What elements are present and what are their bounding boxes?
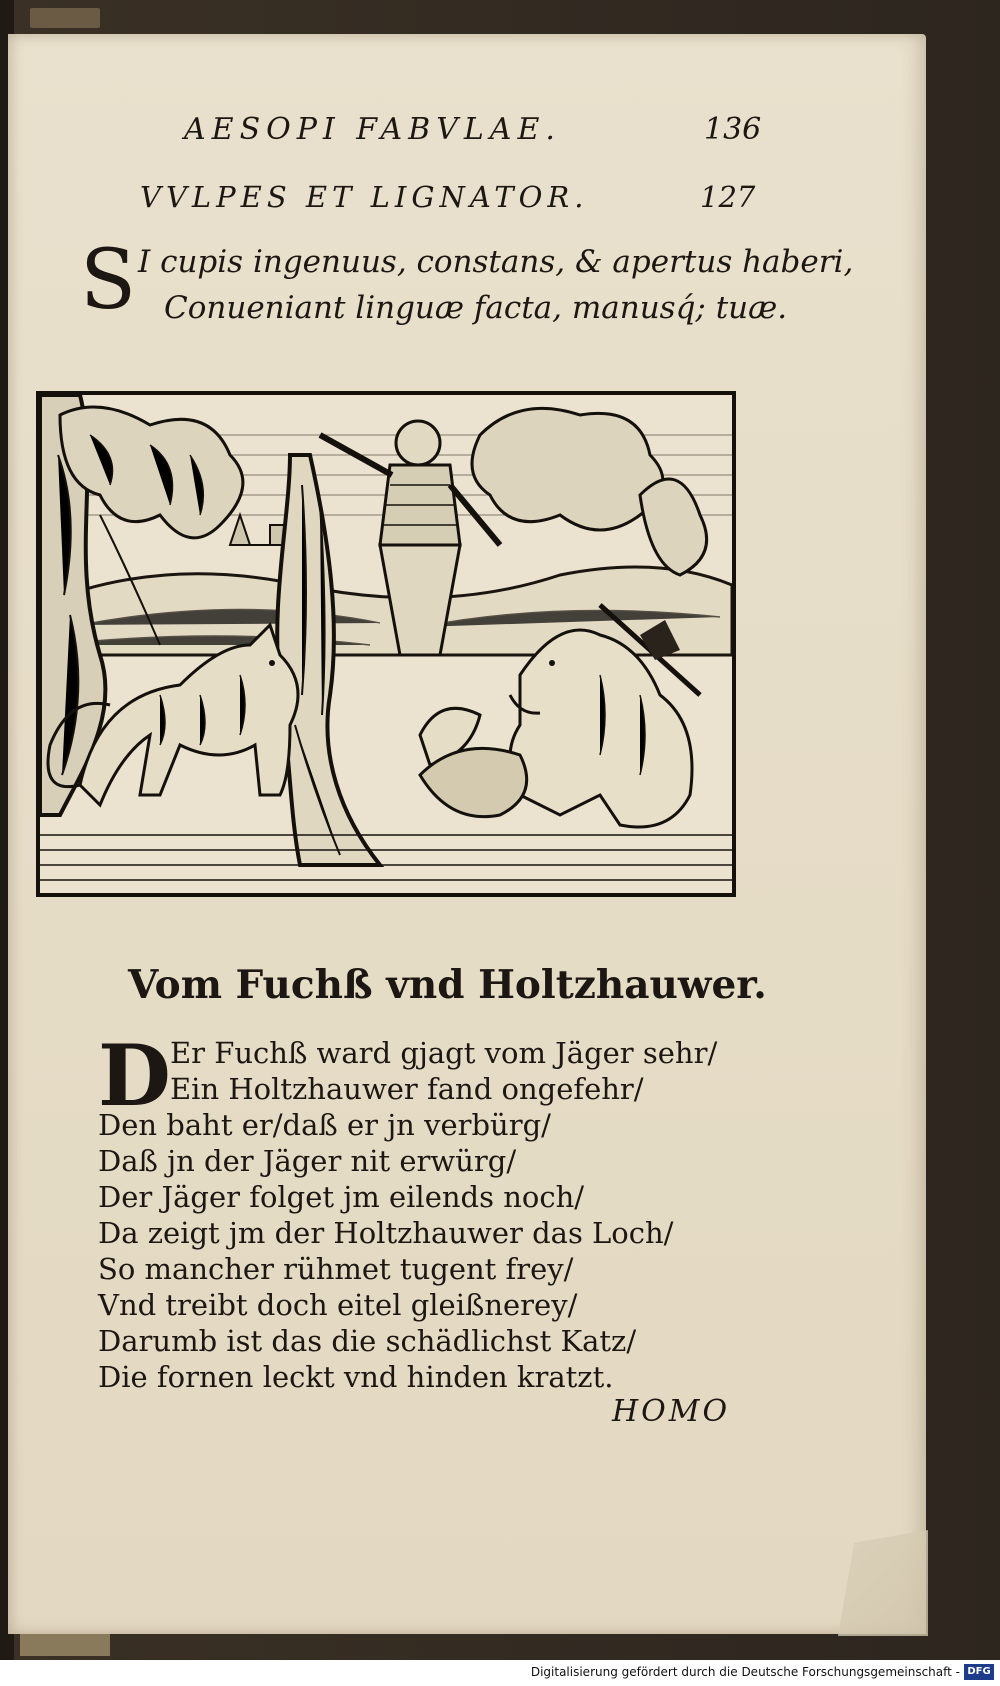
folio-number: 136	[704, 112, 762, 147]
latin-line-1: I cupis ingenuus, constans, & apertus haberi,	[138, 244, 854, 280]
latin-initial: S	[80, 233, 137, 328]
fable-title-text: VVLPES ET LIGNATOR.	[140, 180, 589, 214]
woodcut-illustration	[36, 391, 736, 897]
poem-verse-7: So mancher rühmet tugent frey/	[98, 1252, 574, 1286]
footer-bar	[0, 1660, 1000, 1686]
latin-line-2: Conueniant linguæ facta, manusq́; tuæ.	[164, 290, 788, 326]
fable-number: 127	[700, 180, 756, 214]
poem-verse-6: Da zeigt jm der Holtzhauwer das Loch/	[98, 1216, 674, 1250]
poem-verse-5: Der Jäger folget jm eilends noch/	[98, 1180, 585, 1214]
german-title: Vom Fuchß vnd Holtzhauwer.	[128, 962, 767, 1008]
binding-tab	[30, 8, 100, 28]
poem-verse-3: Den baht er/daß er jn verbürg/	[98, 1108, 551, 1142]
poem-drop-initial: D	[98, 1026, 171, 1125]
poem-verse-8: Vnd treibt doch eitel gleißnerey/	[98, 1288, 578, 1322]
catchword: HOMO	[612, 1394, 731, 1429]
running-head-title: AESOPI FABVLAE.	[184, 112, 561, 147]
fable-title	[140, 180, 760, 214]
poem-verse-10: Die fornen leckt vnd hinden kratzt.	[98, 1360, 614, 1394]
poem-verse-2: Ein Holtzhauwer fand ongefehr/	[170, 1072, 644, 1106]
woodcut-fox-woodcutter-icon	[40, 395, 732, 893]
poem-verse-9: Darumb ist das die schädlichst Katz/	[98, 1324, 637, 1358]
funding-notice: Digitalisierung gefördert durch die Deutsche Forschungsgemeinschaft -	[530, 1665, 960, 1679]
poem-verse-1: Er Fuchß ward gjagt vom Jäger sehr/	[170, 1036, 718, 1070]
poem-verse-4: Daß jn der Jäger nit erwürg/	[98, 1144, 517, 1178]
dfg-logo-icon[interactable]: DFG	[964, 1664, 994, 1680]
